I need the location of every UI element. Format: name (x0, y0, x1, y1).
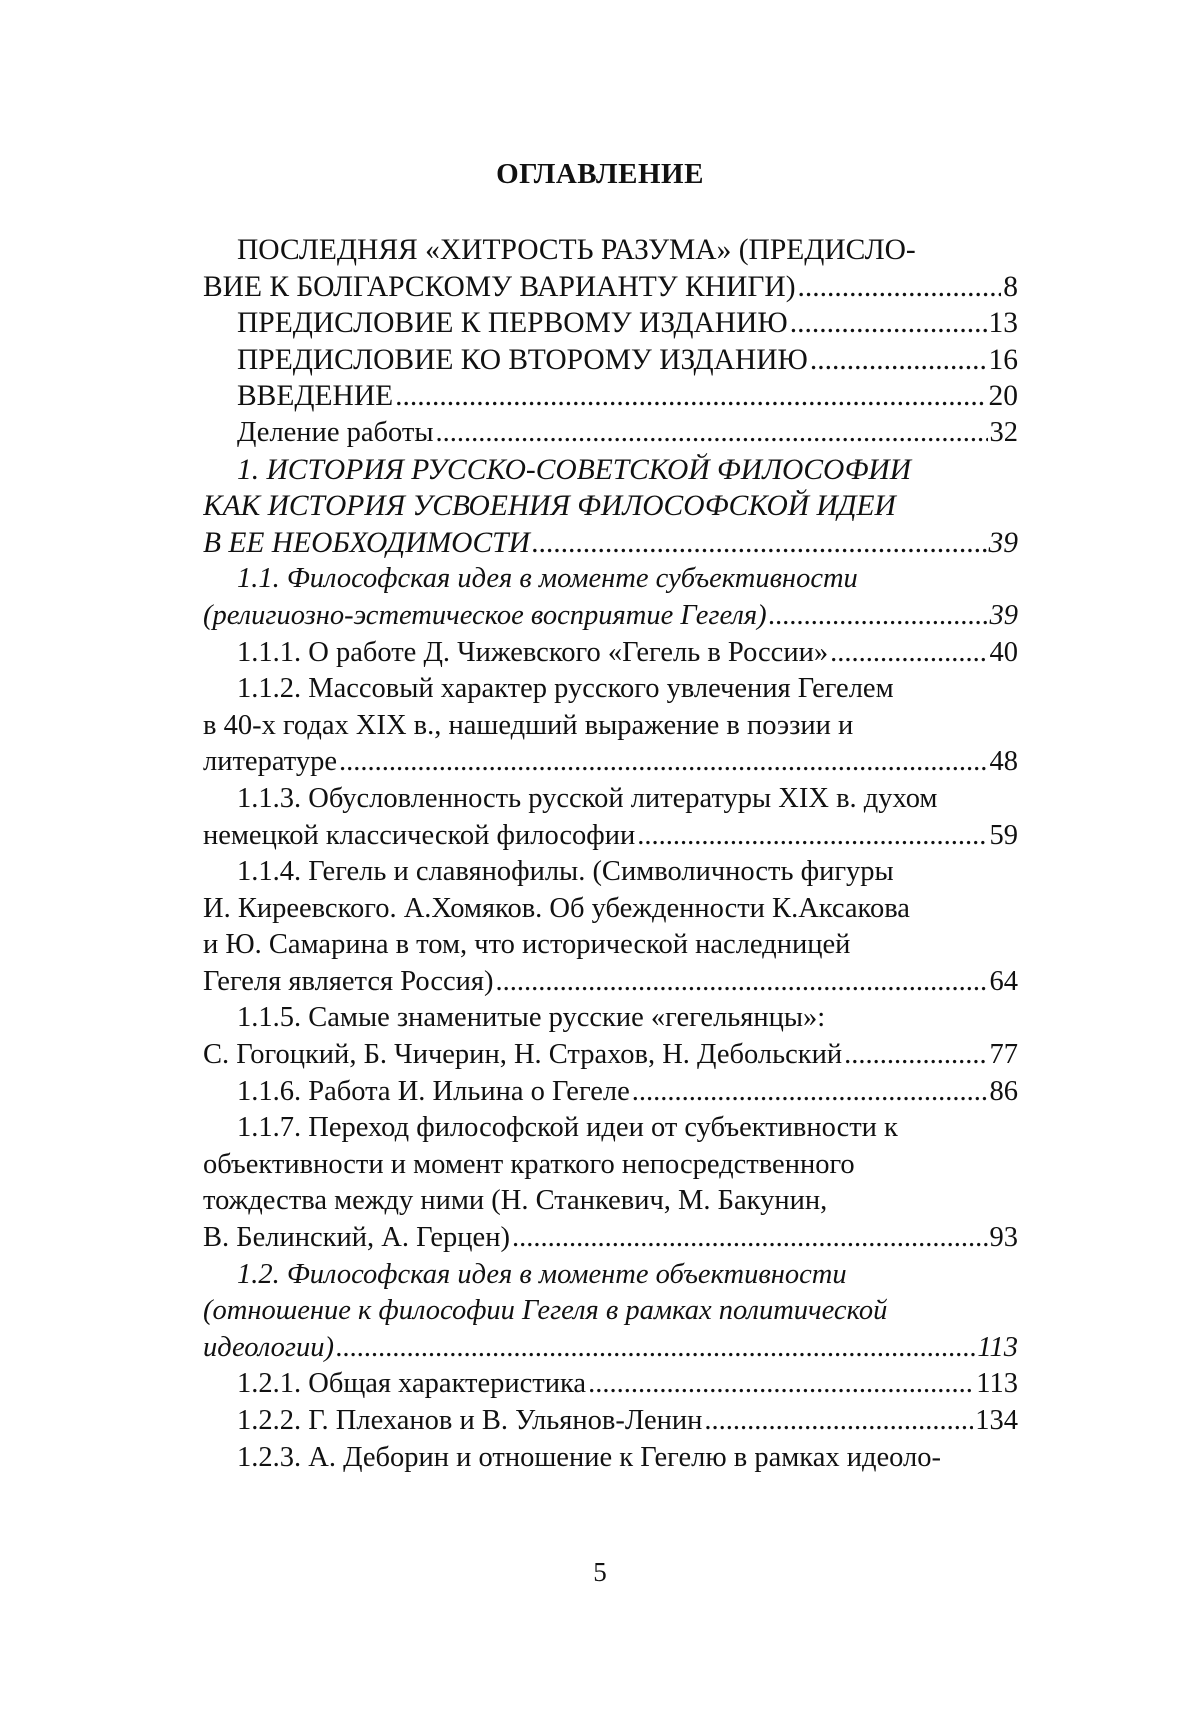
toc-entry-line (203, 708, 1018, 745)
toc-entry-line (203, 927, 1018, 964)
toc-entry-line (203, 232, 1018, 269)
toc-entry-line (203, 1000, 1018, 1037)
toc-entry-text: КАК ИСТОРИЯ УСВОЕНИЯ ФИЛОСОФСКОЙ ИДЕИ (203, 490, 896, 523)
toc-entry (203, 342, 1018, 379)
toc-entry (203, 1403, 1018, 1440)
toc-page-number: 64 (989, 965, 1018, 997)
toc-page-number: 32 (989, 416, 1018, 448)
toc-page-number: 113 (977, 1331, 1018, 1363)
toc-entry-text: ВВЕДЕНИЕ (237, 380, 394, 413)
toc-entry-line (203, 1110, 1018, 1147)
toc-entry-line (203, 635, 1018, 672)
dot-leader (435, 415, 987, 452)
page-title: ОГЛАВЛЕНИЕ (496, 158, 704, 190)
toc-entry-text: немецкой классической философии (203, 819, 636, 851)
toc-entry-text: объективности и момент краткого непосредственного (203, 1148, 855, 1180)
dot-leader (512, 1220, 988, 1257)
toc-entry-text: 1. ИСТОРИЯ РУССКО-СОВЕТСКОЙ ФИЛОСОФИИ (237, 453, 912, 486)
toc-page-number: 40 (989, 636, 1018, 668)
toc-entry (203, 305, 1018, 342)
toc-page-number: 13 (988, 307, 1018, 340)
toc-entry-text: 1.1. Философская идея в моменте субъективности (237, 563, 858, 595)
toc-entry-line (203, 671, 1018, 708)
toc-entry-line (203, 744, 1018, 781)
dot-leader (588, 1366, 974, 1403)
toc-entry-line (203, 561, 1018, 598)
toc-entry (203, 561, 1018, 634)
toc-page-number: 39 (989, 599, 1018, 631)
toc-page-number: 39 (988, 526, 1018, 559)
toc-entry-text: в 40-х годах XIX в., нашедший выражение в поэзии и (203, 709, 854, 741)
toc-entry-line (203, 1366, 1018, 1403)
dot-leader (704, 1403, 973, 1440)
toc-entry-text: 1.1.4. Гегель и славянофилы. (Символичность фигуры (237, 856, 894, 888)
toc-entry-text: 1.1.6. Работа И. Ильина о Гегеле (237, 1075, 630, 1107)
toc-entry (203, 781, 1018, 854)
toc-entry-line (203, 1074, 1018, 1111)
table-of-contents (203, 232, 1018, 1476)
dot-leader (830, 635, 987, 672)
toc-page-number: 59 (989, 819, 1018, 851)
toc-entry-text: 1.1.3. Обусловленность русской литературы XIX в. духом (237, 782, 938, 814)
dot-leader (844, 1037, 987, 1074)
toc-entry-text: В. Белинский, А. Герцен) (203, 1222, 510, 1254)
page-number: 5 (593, 1557, 607, 1587)
toc-entry-line (203, 378, 1018, 415)
dot-leader (632, 1074, 988, 1111)
toc-entry-line (203, 964, 1018, 1001)
toc-entry-text: ПРЕДИСЛОВИЕ КО ВТОРОМУ ИЗДАНИЮ (237, 343, 808, 376)
toc-entry-line (203, 269, 1018, 306)
toc-entry (203, 378, 1018, 415)
toc-entry-line (203, 1037, 1018, 1074)
toc-entry-line (203, 891, 1018, 928)
toc-entry (203, 1074, 1018, 1111)
toc-entry-text: 1.2. Философская идея в моменте объективности (237, 1258, 847, 1290)
toc-entry-line (203, 415, 1018, 452)
toc-entry-line (203, 452, 1018, 489)
dot-leader (395, 378, 986, 415)
toc-entry-text: 1.1.7. Переход философской идеи от субъективности к (237, 1112, 898, 1144)
dot-leader (339, 744, 988, 781)
toc-entry (203, 452, 1018, 562)
dot-leader (637, 818, 987, 855)
toc-entry (203, 1257, 1018, 1367)
toc-entry-text: 1.2.1. Общая характеристика (237, 1368, 587, 1400)
toc-page-number: 16 (988, 343, 1018, 376)
toc-entry-line (203, 854, 1018, 891)
toc-entry-text: ВИЕ К БОЛГАРСКОМУ ВАРИАНТУ КНИГИ) (203, 270, 796, 303)
toc-entry-text: тождества между ними (Н. Станкевич, М. Бакунин, (203, 1185, 828, 1217)
toc-page-number: 113 (976, 1368, 1018, 1400)
dot-leader (810, 342, 987, 379)
toc-entry (203, 671, 1018, 781)
toc-entry (203, 1440, 1018, 1477)
toc-entry-text: И. Киреевского. А.Хомяков. Об убежденности К.Аксакова (203, 892, 910, 924)
toc-entry-text: и Ю. Самарина в том, что исторической наследницей (203, 929, 851, 961)
toc-entry (203, 1366, 1018, 1403)
dot-leader (790, 305, 987, 342)
dot-leader (532, 525, 987, 562)
toc-entry-line (203, 1257, 1018, 1294)
toc-entry-line (203, 781, 1018, 818)
toc-page-number: 86 (989, 1075, 1018, 1107)
toc-entry-text: ПРЕДИСЛОВИЕ К ПЕРВОМУ ИЗДАНИЮ (237, 307, 788, 340)
toc-entry-text: 1.1.5. Самые знаменитые русские «гегельянцы»: (237, 1002, 826, 1034)
toc-entry (203, 1110, 1018, 1256)
toc-entry-text: (отношение к философии Гегеля в рамках политической (203, 1295, 888, 1327)
toc-entry-line (203, 342, 1018, 379)
toc-entry-text: В ЕЕ НЕОБХОДИМОСТИ (203, 526, 530, 559)
toc-entry-line (203, 818, 1018, 855)
toc-entry (203, 232, 1018, 305)
toc-entry-line (203, 598, 1018, 635)
toc-page-number: 77 (989, 1039, 1018, 1071)
dot-leader (336, 1330, 975, 1367)
toc-entry-line (203, 488, 1018, 525)
toc-entry (203, 415, 1018, 452)
toc-page-number: 20 (988, 380, 1018, 413)
toc-entry (203, 1000, 1018, 1073)
toc-entry-text: 1.1.2. Массовый характер русского увлечения Гегелем (237, 673, 894, 705)
toc-entry-text: С. Гогоцкий, Б. Чичерин, Н. Страхов, Н. Дебольский (203, 1039, 843, 1071)
toc-entry-text: 1.2.3. А. Деборин и отношение к Гегелю в рамках идеоло- (237, 1441, 941, 1473)
toc-entry (203, 635, 1018, 672)
toc-page-number: 48 (989, 746, 1018, 778)
toc-page-number: 8 (1003, 270, 1018, 303)
toc-entry-line (203, 1330, 1018, 1367)
toc-entry-text: 1.1.1. О работе Д. Чижевского «Гегель в России» (237, 636, 829, 668)
toc-entry-text: (религиозно-эстетическое восприятие Гегеля) (203, 599, 767, 631)
dot-leader (769, 598, 988, 635)
toc-entry-line (203, 1147, 1018, 1184)
toc-page-number: 93 (989, 1222, 1018, 1254)
toc-entry-line (203, 305, 1018, 342)
toc-entry-text: идеологии) (203, 1331, 334, 1363)
toc-entry-text: литературе (203, 746, 337, 778)
toc-entry-line (203, 525, 1018, 562)
toc-entry-line (203, 1403, 1018, 1440)
dot-leader (798, 269, 1002, 306)
toc-entry (203, 854, 1018, 1000)
toc-entry-line (203, 1293, 1018, 1330)
toc-entry-text: 1.2.2. Г. Плеханов и В. Ульянов-Ленин (237, 1405, 703, 1436)
toc-entry-line (203, 1183, 1018, 1220)
toc-entry-line (203, 1440, 1018, 1477)
dot-leader (495, 964, 987, 1001)
toc-page-number: 134 (975, 1405, 1018, 1436)
toc-entry-text: Гегеля является Россия) (203, 965, 494, 997)
toc-entry-text: Деление работы (237, 416, 434, 448)
toc-entry-text: ПОСЛЕДНЯЯ «ХИТРОСТЬ РАЗУМА» (ПРЕДИСЛО- (237, 234, 916, 266)
toc-entry-line (203, 1220, 1018, 1257)
